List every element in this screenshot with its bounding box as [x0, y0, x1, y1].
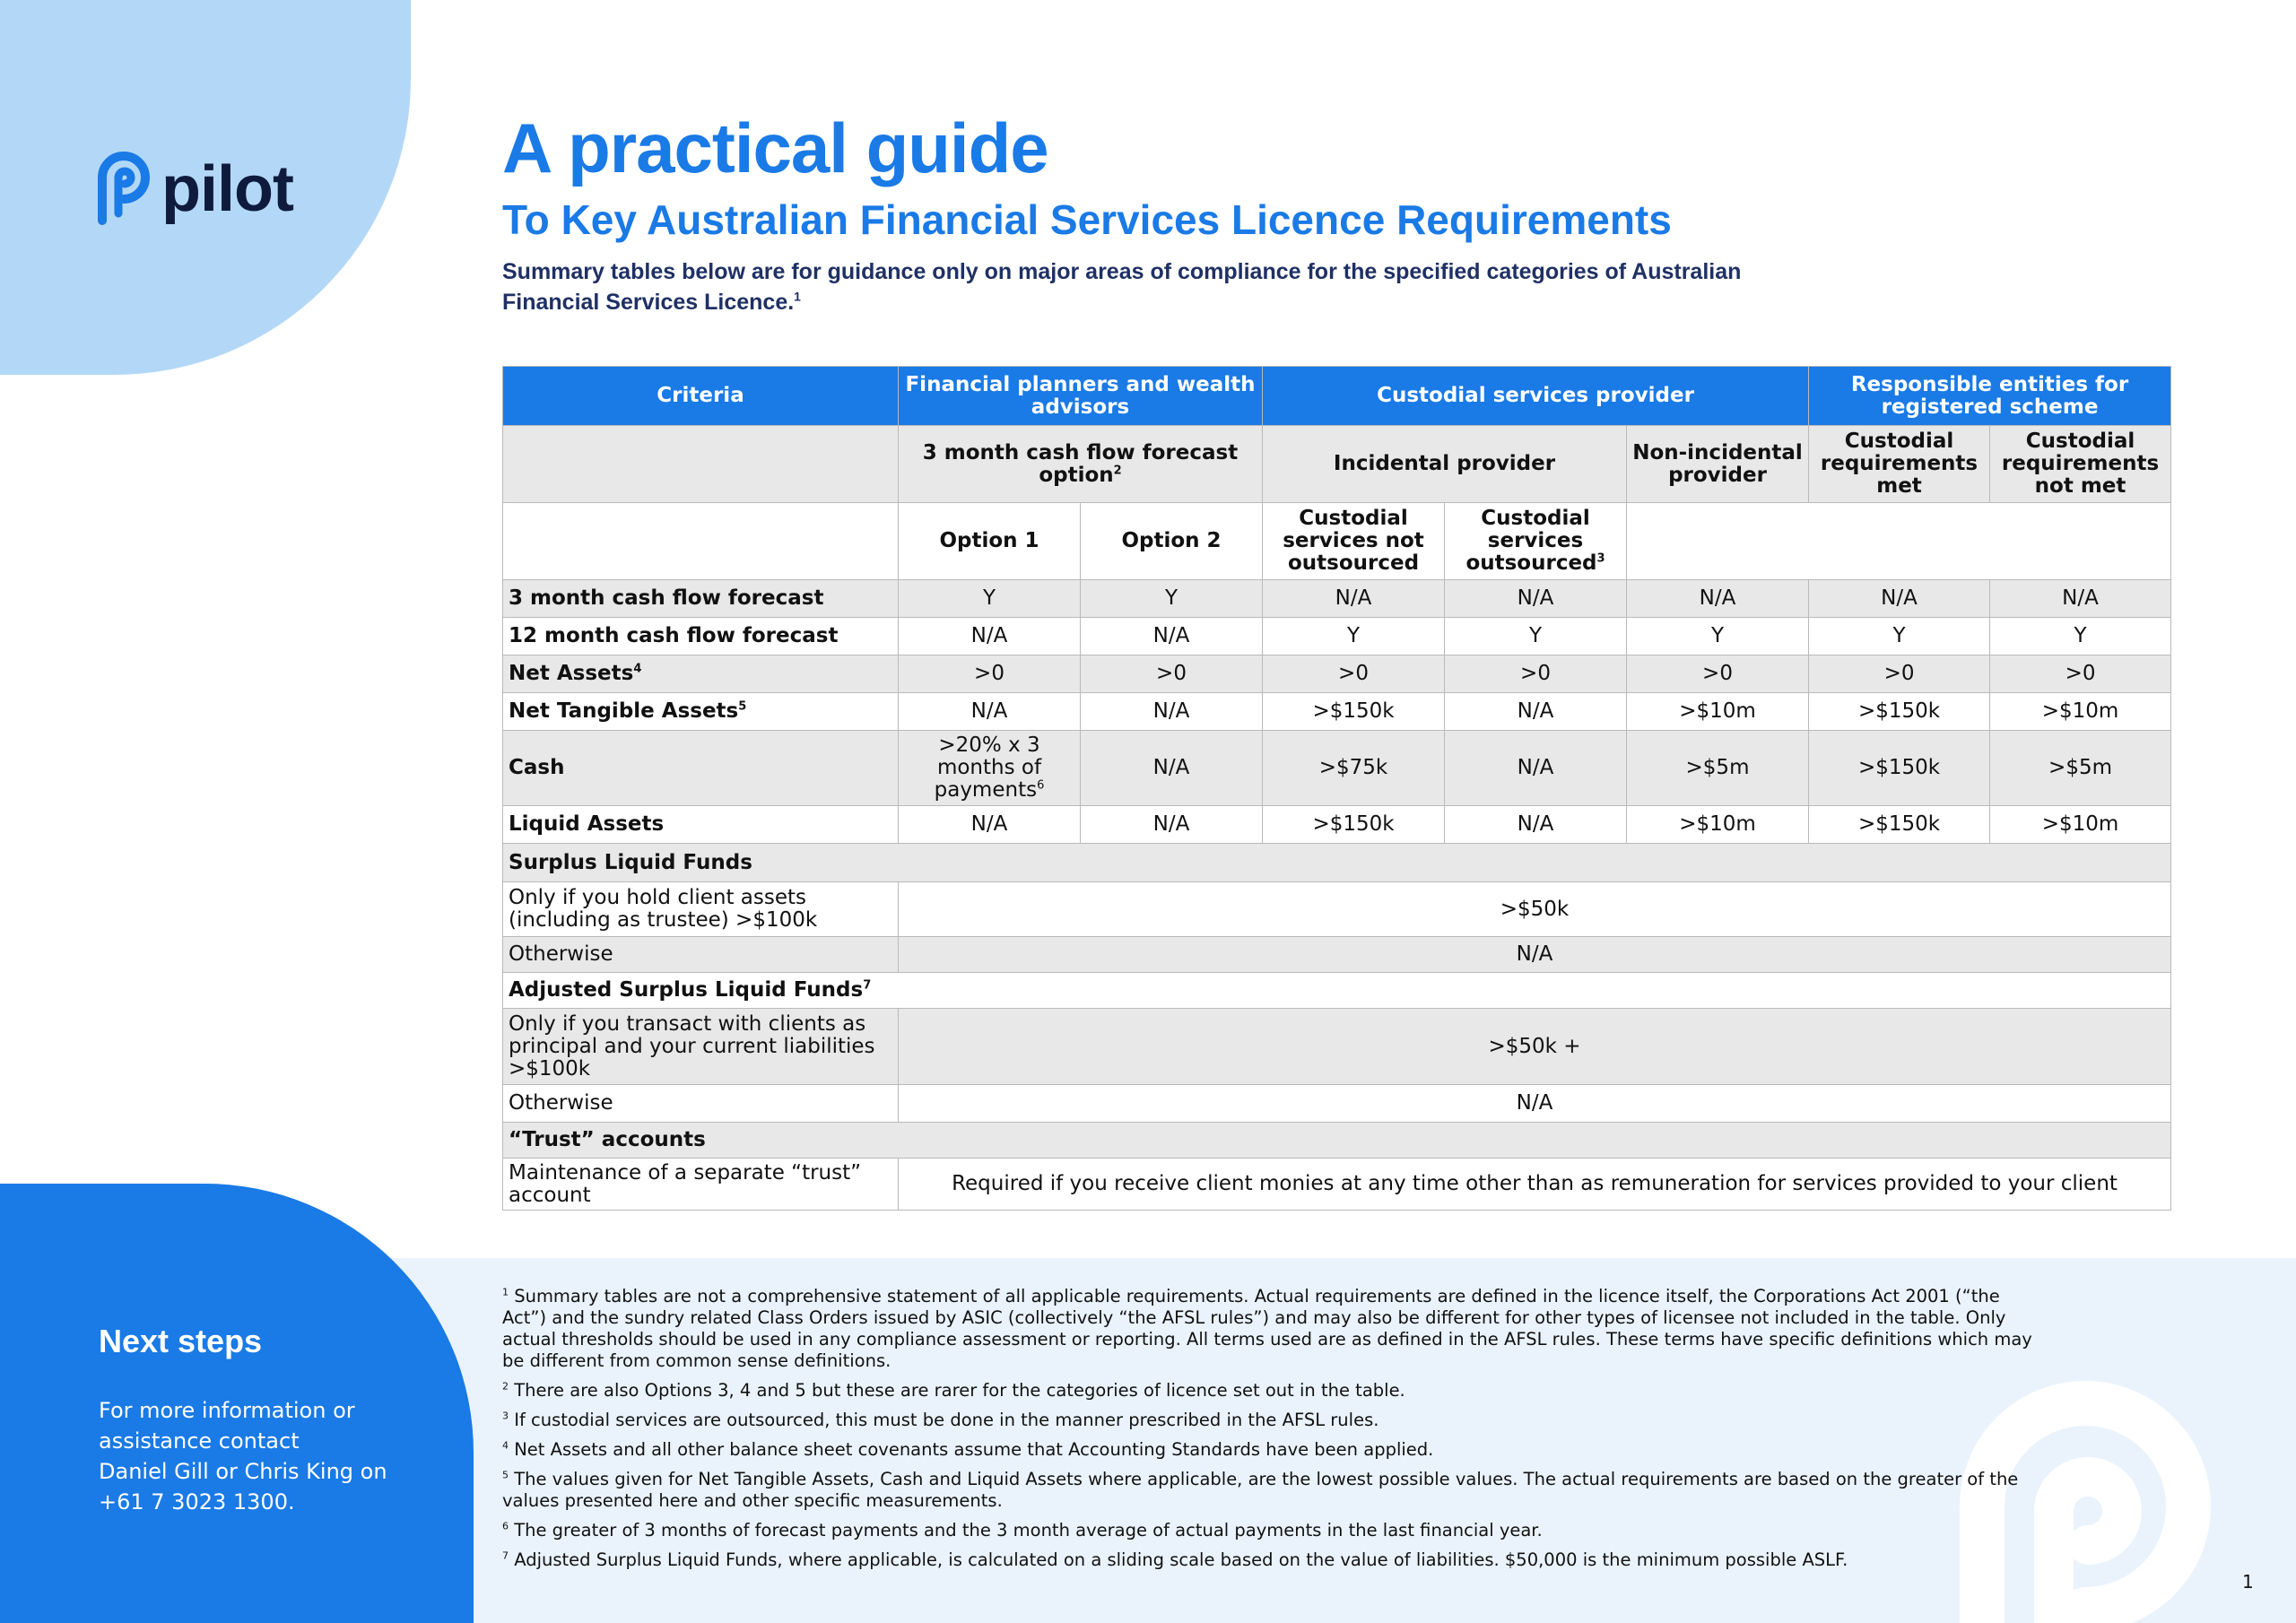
option-row [503, 503, 2171, 580]
footnote-ref: 7 [863, 978, 872, 993]
contact-line: Daniel Gill or Chris King on [99, 1459, 387, 1484]
table-cell: >$10m [1627, 806, 1809, 844]
table-row [503, 1159, 2171, 1211]
pilot-logo[interactable] [97, 151, 293, 228]
cash-option1-value: >20% x 3 months of payments [934, 733, 1042, 802]
section-label-text: Adjusted Surplus Liquid Funds [509, 978, 864, 1002]
footnote [502, 1439, 2045, 1461]
intro-body: Summary tables below are for guidance only on major areas of compliance for the specified categories of Australian Financial Services Licence. [502, 259, 1742, 315]
row-label: Liquid Assets [503, 806, 899, 844]
table-cell: N/A [1445, 731, 1627, 806]
table-cell: Y [1081, 580, 1263, 618]
table-cell: N/A [899, 693, 1081, 731]
outsourced-label: Custodial services outsourced [1465, 507, 1597, 575]
contact-line: For more information or [99, 1398, 355, 1423]
merged-cell: N/A [899, 1085, 2171, 1123]
custodial-not-met-header: Custodial requirements not met [1990, 426, 2171, 503]
table-row [503, 882, 2171, 937]
table-cell: >0 [1263, 655, 1445, 693]
section-row [503, 1123, 2171, 1159]
option2-header: Option 2 [1081, 503, 1263, 580]
table-cell: >$10m [1990, 693, 2171, 731]
footnote-ref: 1 [794, 289, 801, 304]
table-row [503, 580, 2171, 618]
footnote-ref: 6 [1037, 778, 1045, 793]
row-label: Only if you hold client assets (including as trustee) >$100k [503, 882, 899, 937]
header-row [503, 367, 2171, 426]
footnote-text: Net Assets and all other balance sheet covenants assume that Accounting Standards have been applied. [514, 1439, 1434, 1460]
page-subtitle: To Key Australian Financial Services Licence Requirements [502, 196, 1672, 243]
row-label: 12 month cash flow forecast [503, 618, 899, 655]
contact-line: assistance contact [99, 1428, 300, 1454]
contact-phone[interactable]: +61 7 3023 1300. [99, 1489, 295, 1515]
table-row [503, 693, 2171, 731]
table-cell: >$75k [1263, 731, 1445, 806]
row-label [503, 655, 899, 693]
row-label: Only if you transact with clients as principal and your current liabilities >$100k [503, 1009, 899, 1085]
footnote [502, 1286, 2045, 1372]
merged-cell: >$50k [899, 882, 2171, 937]
footnote-text: The values given for Net Tangible Assets, Cash and Liquid Assets where applicable, are the lowest possible values. The actual requirements are based on the greater of the values presented here and other specific measurements. [502, 1469, 2019, 1511]
footnote-number: 7 [502, 1549, 509, 1562]
table-cell: >$10m [1990, 806, 2171, 844]
row-label: Otherwise [503, 1085, 899, 1123]
table-cell: N/A [1081, 618, 1263, 655]
table-row [503, 1009, 2171, 1085]
footnote-ref: 3 [1596, 551, 1605, 566]
merged-cell: N/A [899, 937, 2171, 973]
table-row [503, 806, 2171, 844]
requirements-table [502, 366, 2171, 1211]
option1-header: Option 1 [899, 503, 1081, 580]
next-steps-title: Next steps [99, 1323, 263, 1359]
footnote [502, 1549, 2045, 1571]
footnote-number: 5 [502, 1469, 509, 1481]
row-label: Cash [503, 731, 899, 806]
footnote [502, 1410, 2045, 1431]
subheader-row [503, 426, 2171, 503]
footnotes [502, 1286, 2045, 1579]
row-label: Maintenance of a separate “trust” account [503, 1159, 899, 1211]
table-cell: Y [1445, 618, 1627, 655]
intro-text [502, 256, 1812, 317]
table-cell: >$150k [1809, 806, 1990, 844]
table-cell: Y [1263, 618, 1445, 655]
page-title: A practical guide [502, 108, 1048, 187]
footnote [502, 1520, 2045, 1541]
table-row [503, 937, 2171, 973]
table-cell: N/A [1809, 580, 1990, 618]
table-cell: >$5m [1990, 731, 2171, 806]
header-financial-planners: Financial planners and wealth advisors [899, 367, 1263, 426]
table-cell: N/A [1445, 580, 1627, 618]
footnote-text: The greater of 3 months of forecast payments and the 3 month average of actual payments in the last financial year. [514, 1520, 1543, 1541]
footnote-number: 3 [502, 1410, 509, 1422]
table-cell: >0 [1990, 655, 2171, 693]
table-cell: N/A [1627, 580, 1809, 618]
table-row [503, 618, 2171, 655]
table-row [503, 655, 2171, 693]
cashflow-option-header [899, 426, 1263, 503]
table-cell: >$150k [1263, 693, 1445, 731]
table-cell: >0 [1627, 655, 1809, 693]
incidental-provider-header: Incidental provider [1263, 426, 1627, 503]
table-cell: N/A [1081, 731, 1263, 806]
header-criteria: Criteria [503, 367, 899, 426]
table-cell: >$150k [1809, 731, 1990, 806]
row-label [503, 693, 899, 731]
non-incidental-header: Non-incidental provider [1627, 426, 1809, 503]
table-cell: N/A [1445, 806, 1627, 844]
footnote-ref: 2 [1113, 463, 1122, 477]
section-label: “Trust” accounts [503, 1123, 2171, 1159]
table-cell: Y [1627, 618, 1809, 655]
footnote-ref: 4 [633, 662, 642, 676]
brand-name: pilot [161, 153, 293, 225]
table-cell: Y [1990, 618, 2171, 655]
table-cell: N/A [1081, 693, 1263, 731]
pilot-logo-icon [97, 151, 152, 228]
table-cell: >0 [1081, 655, 1263, 693]
table-cell: >0 [1809, 655, 1990, 693]
empty-cell [503, 503, 899, 580]
row-label: 3 month cash flow forecast [503, 580, 899, 618]
footnote-ref: 5 [738, 699, 747, 714]
section-row [503, 973, 2171, 1009]
table-cell [899, 731, 1081, 806]
table-row [503, 1085, 2171, 1123]
page-number: 1 [2242, 1571, 2254, 1593]
row-label: Otherwise [503, 937, 899, 973]
table-cell: N/A [1990, 580, 2171, 618]
section-label: Surplus Liquid Funds [503, 844, 2171, 882]
table-cell: Y [1809, 618, 1990, 655]
table-cell: Y [899, 580, 1081, 618]
header-responsible-entities: Responsible entities for registered scheme [1809, 367, 2171, 426]
section-row [503, 844, 2171, 882]
footnote-number: 4 [502, 1439, 509, 1452]
next-steps-body [99, 1395, 457, 1517]
outsourced-header [1445, 503, 1627, 580]
table-row [503, 731, 2171, 806]
merged-cell: >$50k + [899, 1009, 2171, 1085]
row-label-text: Net Assets [509, 662, 634, 685]
cashflow-option-label: 3 month cash flow forecast option [922, 440, 1239, 487]
footnote-text: There are also Options 3, 4 and 5 but these are rarer for the categories of licence set out in the table. [514, 1380, 1405, 1401]
row-label-text: Net Tangible Assets [509, 699, 739, 723]
footnote-number: 1 [502, 1286, 509, 1298]
footnote-number: 6 [502, 1520, 509, 1532]
table-cell: >$5m [1627, 731, 1809, 806]
footnote [502, 1380, 2045, 1402]
section-label [503, 973, 2171, 1009]
table-cell: >$10m [1627, 693, 1809, 731]
not-outsourced-header: Custodial services not outsourced [1263, 503, 1445, 580]
empty-cell [1627, 503, 2171, 580]
table-cell: N/A [1263, 580, 1445, 618]
empty-cell [503, 426, 899, 503]
footnote-text: Adjusted Surplus Liquid Funds, where applicable, is calculated on a sliding scale based on the value of liabilities. $50,000 is the minimum possible ASLF. [514, 1549, 1848, 1570]
merged-cell: Required if you receive client monies at any time other than as remuneration for services provided to your client [899, 1159, 2171, 1211]
table-cell: >0 [899, 655, 1081, 693]
table-cell: N/A [899, 806, 1081, 844]
footnote-number: 2 [502, 1380, 509, 1393]
header-custodial-services: Custodial services provider [1263, 367, 1809, 426]
custodial-met-header: Custodial requirements met [1809, 426, 1990, 503]
table-cell: N/A [1081, 806, 1263, 844]
footnote-text: Summary tables are not a comprehensive statement of all applicable requirements. Actual requirements are defined in the licence itself, the Corporations Act 2001 (“the Act”) and the sundry related Class Orders issued by ASIC (collectively “the AFSL rules”) and may also be different for other types of licensee not included in the table. Only actual thresholds should be used in any compliance assessment or reporting. All terms used are as defined in the AFSL rules. These terms have specific definitions which may be different from common sense definitions. [502, 1286, 2032, 1371]
table-cell: >$150k [1809, 693, 1990, 731]
footnote [502, 1469, 2045, 1512]
footnote-text: If custodial services are outsourced, this must be done in the manner prescribed in the AFSL rules. [514, 1410, 1379, 1430]
table-cell: >$150k [1263, 806, 1445, 844]
table-cell: N/A [899, 618, 1081, 655]
table-cell: >0 [1445, 655, 1627, 693]
table-cell: N/A [1445, 693, 1627, 731]
